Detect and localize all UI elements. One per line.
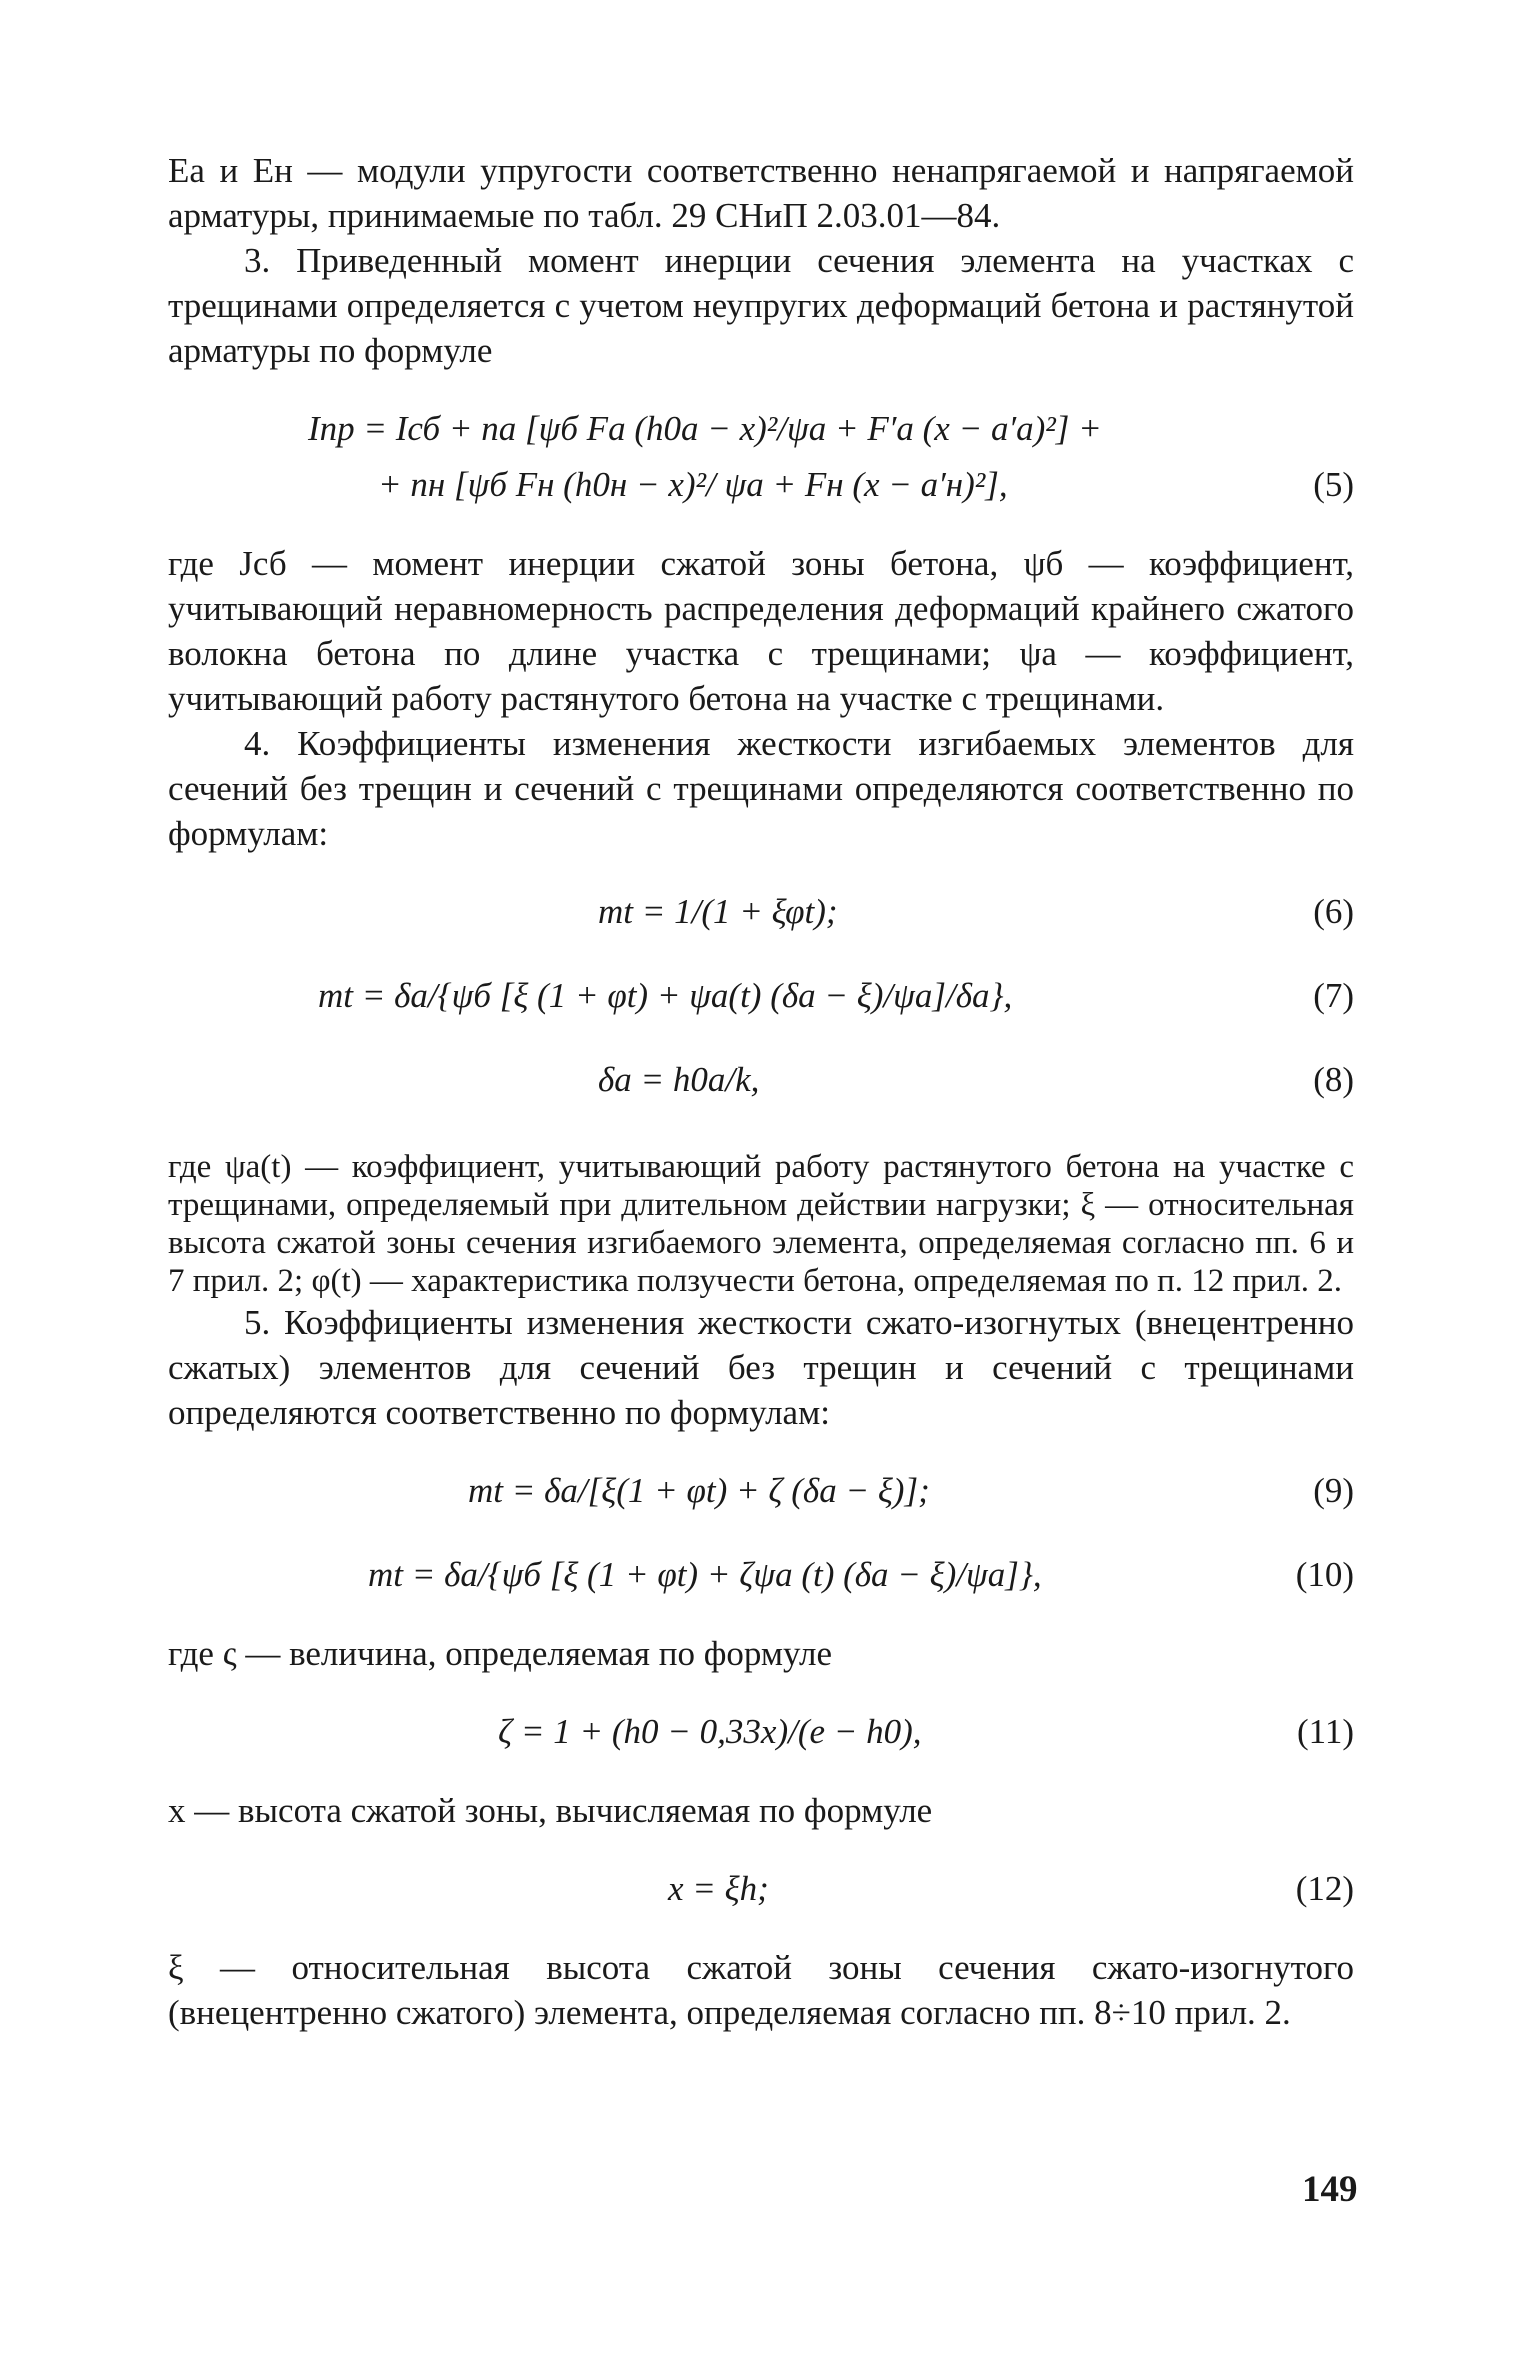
formula-10-expression: mt = δа/{ψб [ξ (1 + φt) + ζψа (t) (δа − ξ)/ψа]},: [368, 1555, 1042, 1594]
formula-5-expression-2: + nн [ψб Fн (h0н − x)²/ ψа + Fн (x − a′н)²],: [378, 465, 1008, 504]
formula-9: [168, 1463, 1354, 1519]
formula-11-number: (11): [1296, 1712, 1354, 1751]
paragraph-item-5: 5. Коэффициенты изменения жесткости сжато-изогнутых (внецентренно сжатых) элементов для сечений без трещин и сечений с трещинами определяются соответственно по формулам:: [168, 1303, 1354, 1432]
formula-12: [168, 1861, 1354, 1917]
paragraph-item-3: 3. Приведенный момент инерции сечения элемента на участках с трещинами определяется с учетом неупругих деформаций бетона и растянутой арматуры по формуле: [168, 241, 1354, 370]
paragraph-where-zeta: где ς — величина, определяемая по формуле: [168, 1634, 832, 1673]
formula-11: [168, 1704, 1354, 1760]
paragraph-moduli: Еа и Ен — модули упругости соответственно ненапрягаемой и напрягаемой арматуры, принимаемые по табл. 29 СНиП 2.03.01—84.: [168, 151, 1354, 235]
formula-8-expression: δа = h0а/k,: [598, 1060, 760, 1099]
formula-10-number: (10): [1295, 1555, 1354, 1594]
formula-6: [168, 884, 1354, 940]
formula-12-expression: x = ξh;: [668, 1869, 769, 1908]
formula-8: [168, 1052, 1354, 1108]
formula-11-expression: ζ = 1 + (h0 − 0,33x)/(e − h0),: [498, 1712, 922, 1751]
formula-5-line-1: [168, 401, 1354, 457]
formula-7: [168, 968, 1354, 1024]
formula-5-line-2: [168, 457, 1354, 513]
paragraph-where-j: где Jсб — момент инерции сжатой зоны бетона, ψб — коэффициент, учитывающий неравномерность распределения деформаций крайнего сжатого волокна бетона по длине участка с трещинами; ψа — коэффициент, учитывающий работу растянутого бетона на участке с трещинами.: [168, 544, 1354, 718]
paragraph-where-psi-t: где ψа(t) — коэффициент, учитывающий работу растянутого бетона на участке с трещинами, определяемый при длительном действии нагрузки; ξ — относительная высота сжатой зоны сечения изгибаемого элемента, определяемая согласно пп. 6 и 7 прил. 2; φ(t) — характеристика ползучести бетона, определяемая по п. 12 прил. 2.: [168, 1149, 1354, 1299]
page-number: 149: [1302, 2169, 1358, 2210]
paragraph-x-height: x — высота сжатой зоны, вычисляемая по формуле: [168, 1791, 933, 1830]
formula-6-expression: mt = 1/(1 + ξφt);: [598, 892, 838, 931]
formula-7-expression: mt = δа/{ψб [ξ (1 + φt) + ψа(t) (δа − ξ)/ψа]/δа},: [318, 976, 1013, 1015]
page-content: [168, 148, 1354, 2035]
formula-5-number: (5): [1313, 465, 1354, 504]
formula-8-number: (8): [1313, 1060, 1354, 1099]
paragraph-xi-definition: ξ — относительная высота сжатой зоны сечения сжато-изогнутого (внецентренно сжатого) элемента, определяемая согласно пп. 8÷10 прил. 2.: [168, 1948, 1354, 2032]
formula-9-number: (9): [1313, 1471, 1354, 1510]
paragraph-item-4: 4. Коэффициенты изменения жесткости изгибаемых элементов для сечений без трещин и сечений с трещинами определяются соответственно по формулам:: [168, 724, 1354, 853]
formula-10: [168, 1547, 1354, 1603]
formula-9-expression: mt = δа/[ξ(1 + φt) + ζ (δа − ξ)];: [468, 1471, 930, 1510]
formula-5-expression-1: Iпр = Iсб + nа [ψб Fа (h0а − x)²/ψа + F′а (x − a′а)²] +: [308, 409, 1102, 448]
formula-6-number: (6): [1313, 892, 1354, 931]
formula-12-number: (12): [1295, 1869, 1354, 1908]
formula-7-number: (7): [1313, 976, 1354, 1015]
